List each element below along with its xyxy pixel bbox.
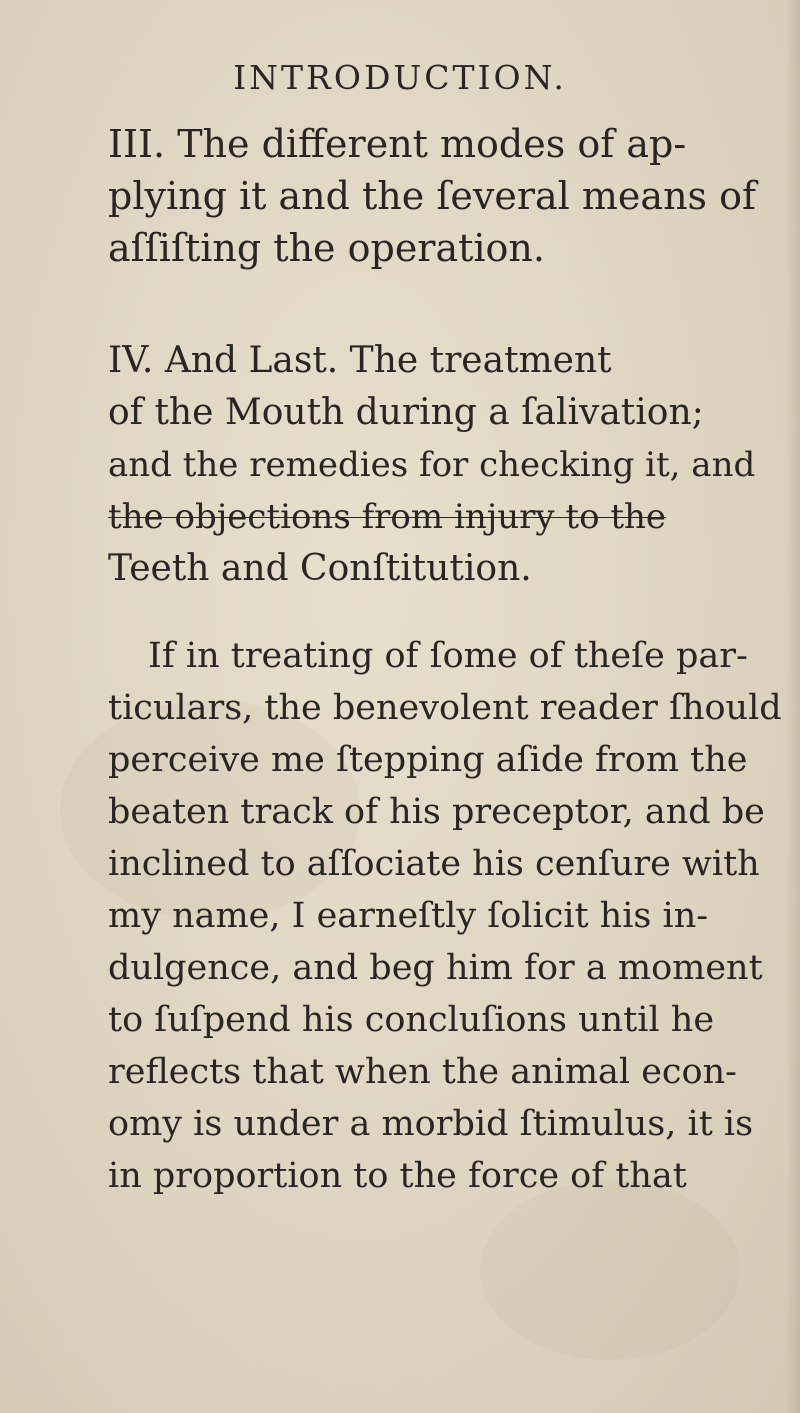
text-line: in proportion to the force of that [108, 1156, 687, 1196]
paper-stain [480, 1180, 740, 1360]
text-line: inclined to aſſociate his cenſure with [108, 844, 760, 884]
paragraph-iii [108, 118, 768, 274]
text-line: dulgence, and beg him for a moment [108, 948, 763, 988]
page-edge-shadow [786, 0, 800, 1413]
text-line: III. The different modes of ap- [108, 122, 687, 166]
text-line: ticulars, the benevolent reader ſhould [108, 688, 782, 728]
text-line: beaten track of his preceptor, and be [108, 792, 765, 832]
text-line: the objections from injury to the [108, 497, 667, 537]
text-line: reflects that when the animal econ- [108, 1052, 737, 1092]
text-line: plying it and the ſeveral means of [108, 174, 757, 218]
text-line: to ſuſpend his concluſions until he [108, 1000, 715, 1040]
text-line: omy is under a morbid ſtimulus, it is [108, 1104, 754, 1144]
running-head: INTRODUCTION. [233, 58, 567, 97]
text-line: of the Mouth during a ſalivation; [108, 392, 704, 433]
text-line: If in treating of ſome of theſe par- [148, 636, 748, 676]
text-line: and the remedies for checking it, and [108, 445, 756, 485]
text-line: aſſiſting the operation. [108, 226, 545, 270]
text-line: perceive me ſtepping aſide from the [108, 740, 748, 780]
paragraph-main [108, 630, 782, 1202]
paragraph-iv [108, 335, 768, 595]
text-line: my name, I earneſtly ſolicit his in- [108, 896, 709, 936]
text-line: IV. And Last. The treatment [108, 340, 612, 381]
text-line: Teeth and Conſtitution. [108, 548, 532, 589]
